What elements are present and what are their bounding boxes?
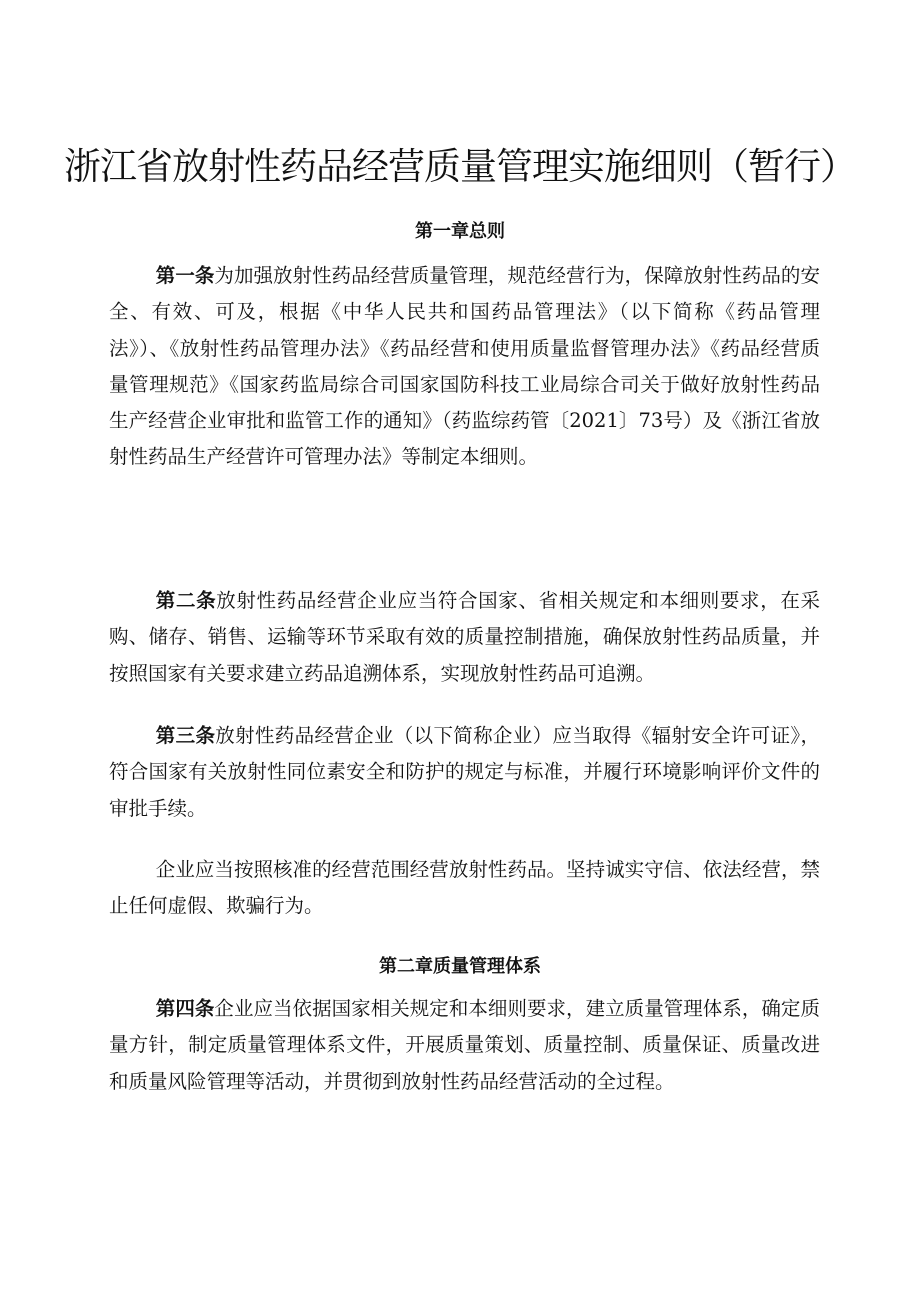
article-number: 第一条 (155, 264, 215, 287)
chapter-heading-2: 第二章质量管理体系 (379, 956, 541, 977)
chapter-heading-1: 第一章总则 (415, 221, 505, 242)
article-1-paragraph (109, 258, 820, 476)
article-4-paragraph (109, 991, 820, 1100)
article-text: 为加强放射性药品经营质量管理，规范经营行为，保障放射性药品的安全、有效、可及，根据《中华人民共和国药品管理法》（以下简称《药品管理法》）、《放射性药品管理办法》《药品经营和使用质量监督管理办法》《药品经营质量管理规范》《国家药监局综合司国家国防科技工业局综合司关于做好放射性药品生产经营企业审批和监管工作的通知》（药监综药管〔2021〕73号）及《浙江省放射性药品生产经营许可管理办法》等制定本细则。 (109, 264, 820, 469)
article-number: 第三条 (155, 724, 216, 747)
article-text: 企业应当依据国家相关规定和本细则要求，建立质量管理体系，确定质量方针，制定质量管理体系文件，开展质量策划、质量控制、质量保证、质量改进和质量风险管理等活动，并贯彻到放射性药品经营活动的全过程。 (109, 997, 820, 1093)
document-title: 浙江省放射性药品经营质量管理实施细则（暂行） (64, 145, 856, 188)
article-number: 第二条 (155, 589, 217, 612)
article-text: 放射性药品经营企业应当符合国家、省相关规定和本细则要求，在采购、储存、销售、运输等环节采取有效的质量控制措施，确保放射性药品质量，并按照国家有关要求建立药品追溯体系，实现放射性药品可追溯。 (109, 589, 820, 685)
article-text: 放射性药品经营企业（以下简称企业）应当取得《辐射安全许可证》，符合国家有关放射性同位素安全和防护的规定与标准，并履行环境影响评价文件的审批手续。 (109, 724, 820, 820)
article-number: 第四条 (155, 997, 215, 1020)
plain-paragraph (109, 852, 820, 925)
article-3-paragraph (109, 718, 820, 827)
article-text: 企业应当按照核准的经营范围经营放射性药品。坚持诚实守信、依法经营，禁止任何虚假、欺骗行为。 (109, 858, 820, 918)
article-2-paragraph (109, 583, 820, 692)
